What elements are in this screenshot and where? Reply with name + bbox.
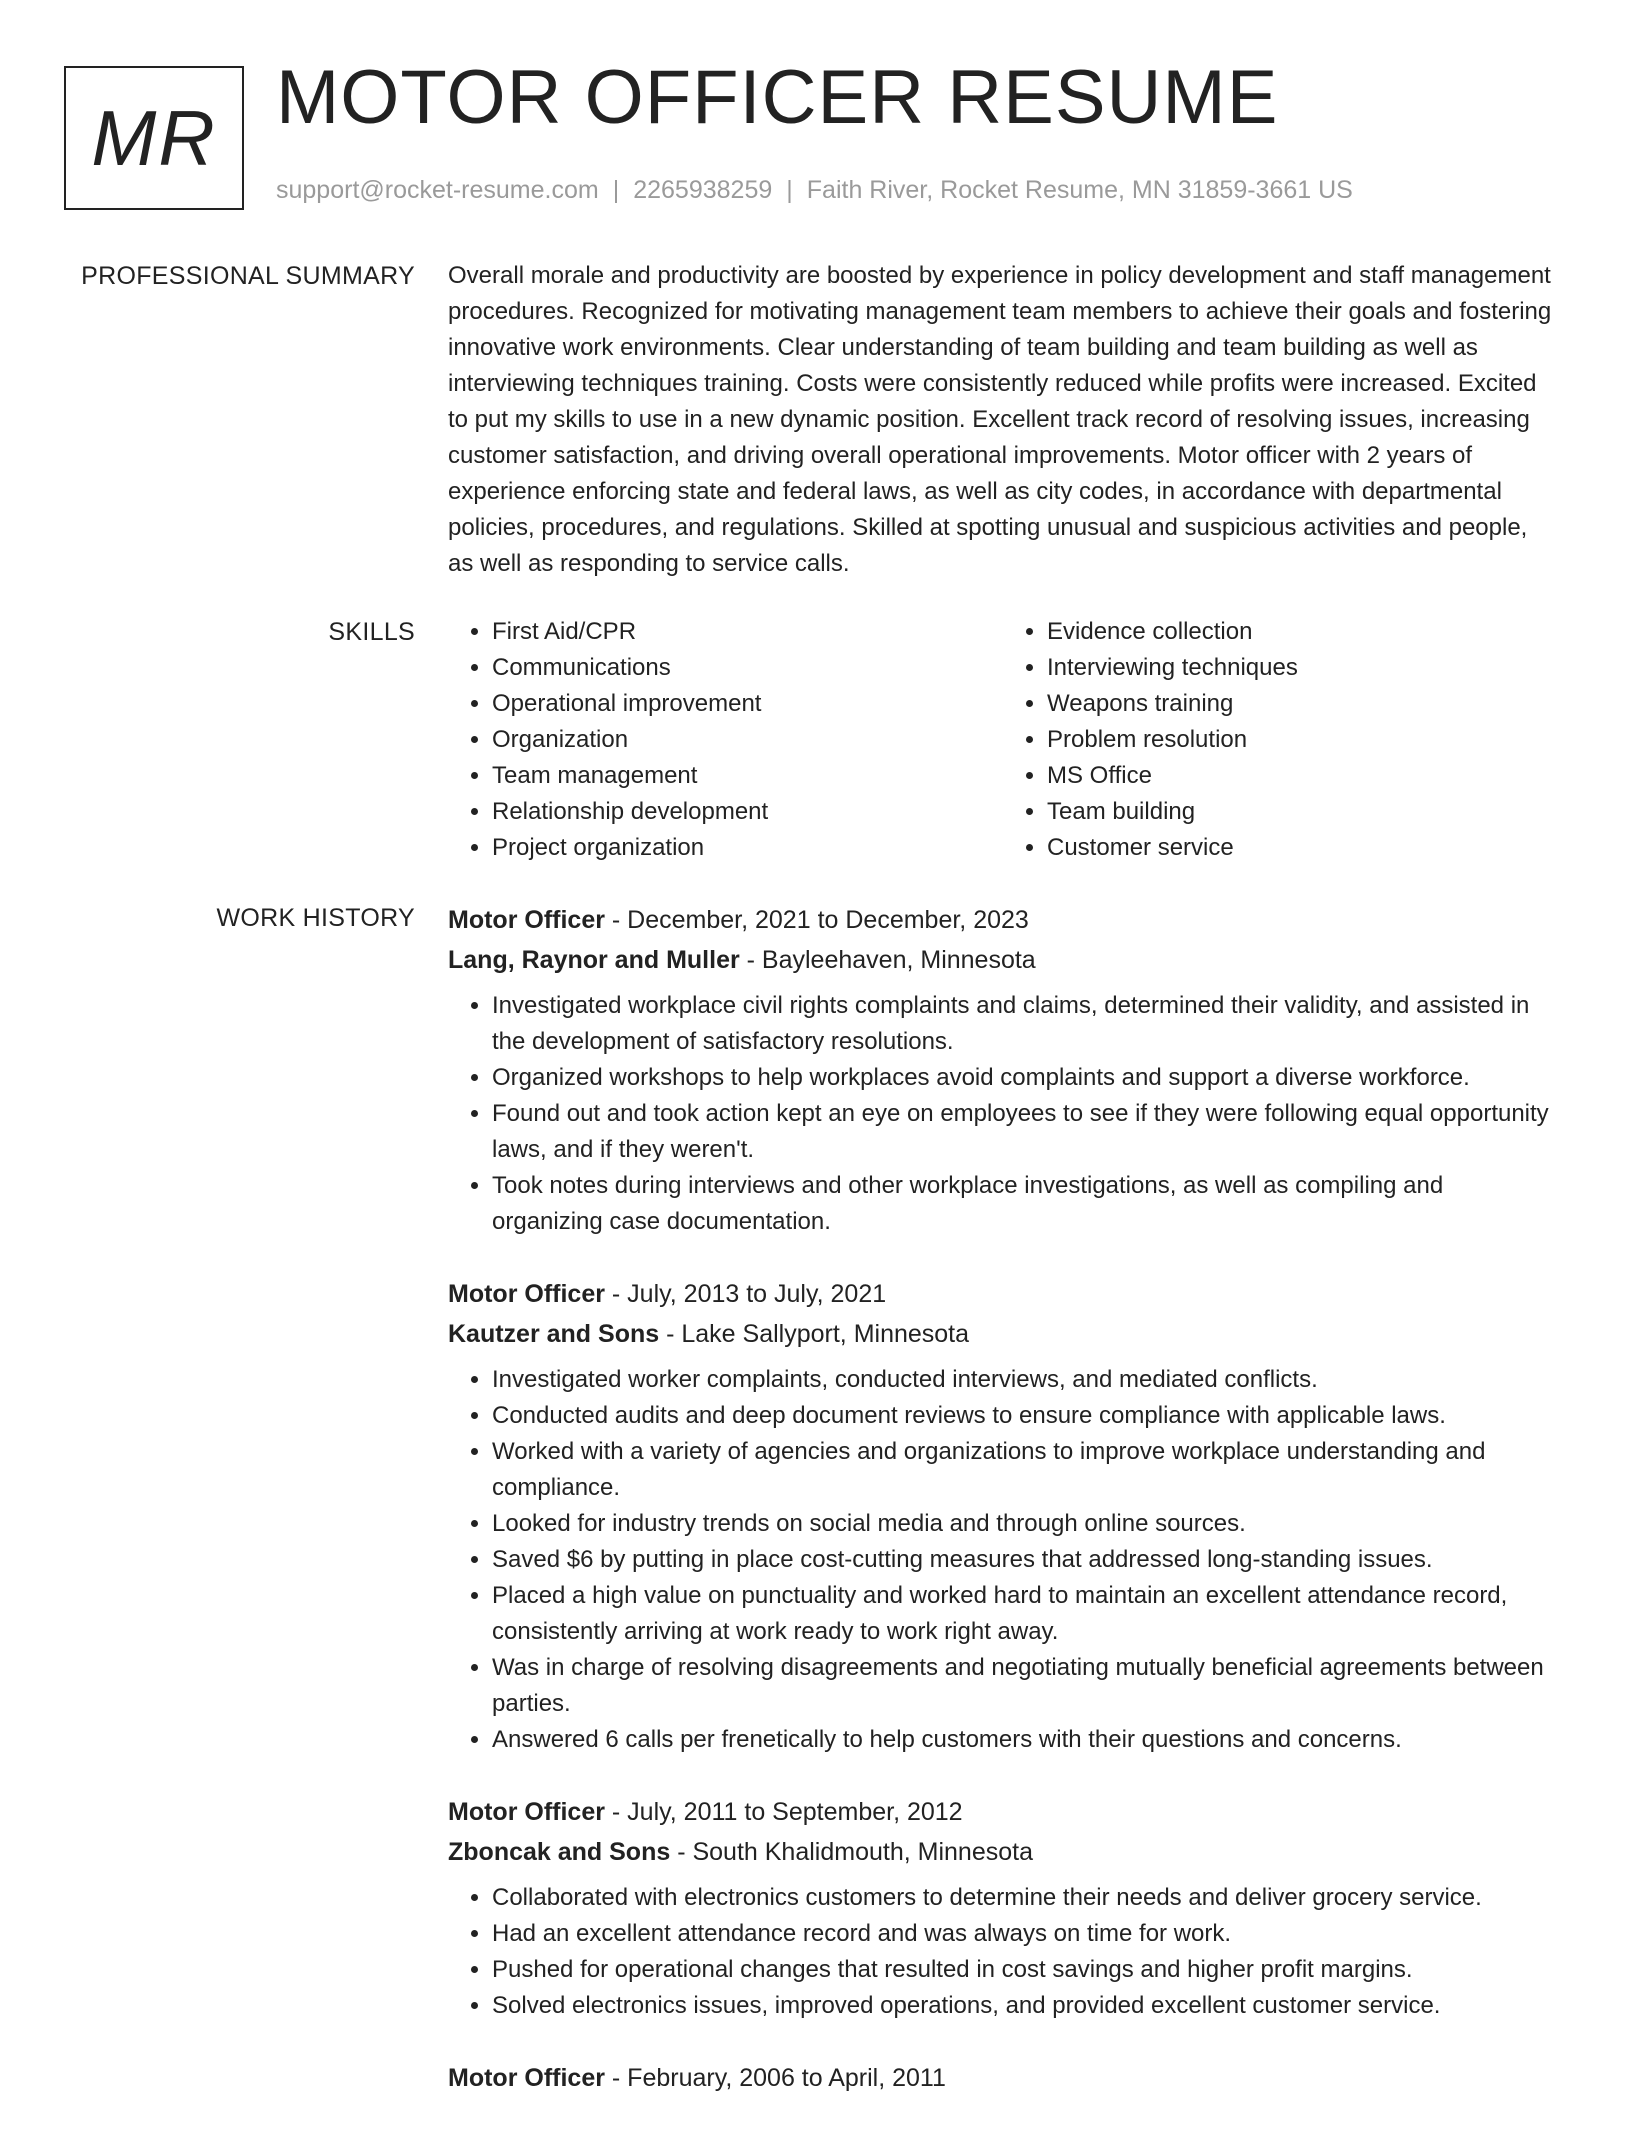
job-title-line bbox=[448, 2058, 1558, 2098]
job-company: Lang, Raynor and Muller bbox=[448, 946, 740, 974]
contact-email[interactable]: support@rocket-resume.com bbox=[276, 176, 599, 204]
job-dates: - July, 2011 to September, 2012 bbox=[604, 1798, 963, 1826]
job-bullet: • Collaborated with electronics customers to determine their needs and deliver grocery service. bbox=[492, 1880, 1558, 1916]
job-bullet: • Answered 6 calls per frenetically to help customers with their questions and concerns. bbox=[492, 1722, 1558, 1758]
job-company: Kautzer and Sons bbox=[448, 1320, 660, 1348]
job-title: Motor Officer bbox=[448, 1798, 605, 1826]
skills-section bbox=[448, 614, 1558, 866]
job-bullets bbox=[448, 988, 1558, 1240]
monogram-logo: MR bbox=[64, 66, 244, 210]
job-location: - Lake Sallyport, Minnesota bbox=[659, 1320, 970, 1348]
skill-item: • Project organization bbox=[492, 830, 1003, 866]
job-bullet: • Worked with a variety of agencies and organizations to improve workplace understanding and compliance. bbox=[492, 1434, 1558, 1506]
job-entry bbox=[448, 900, 1558, 1240]
contact-separator: | bbox=[612, 176, 620, 204]
skill-item: • Team building bbox=[1047, 794, 1558, 830]
job-title-line bbox=[448, 900, 1558, 940]
skill-item: • First Aid/CPR bbox=[492, 614, 1003, 650]
work-history-section bbox=[448, 900, 1558, 2132]
job-dates: - December, 2021 to December, 2023 bbox=[604, 906, 1029, 934]
skill-item: • Evidence collection bbox=[1047, 614, 1558, 650]
skill-item: • Weapons training bbox=[1047, 686, 1558, 722]
job-entry bbox=[448, 1274, 1558, 1758]
skills-list-right bbox=[1003, 614, 1558, 866]
summary-text: Overall morale and productivity are boosted by experience in policy development and staff management procedures. Recognized for motivating management team members to achieve their goals and fostering innovative work environments. Clear understanding of team building and team building as well as interviewing techniques training. Costs were consistently reduced while profits were increased. Excited to put my skills to use in a new dynamic position. Excellent track record of resolving issues, increasing customer satisfaction, and driving overall operational improvements. Motor officer with 2 years of experience enforcing state and federal laws, as well as city codes, in accordance with departmental policies, procedures, and regulations. Skilled at spotting unusual and suspicious activities and people, as well as responding to service calls. bbox=[448, 262, 1552, 577]
work-history-heading: WORK HISTORY bbox=[216, 904, 415, 932]
job-bullet: • Took notes during interviews and other workplace investigations, as well as compiling and organizing case documentation. bbox=[492, 1168, 1558, 1240]
job-entry bbox=[448, 2058, 1558, 2098]
contact-separator: | bbox=[786, 176, 793, 204]
summary-heading: PROFESSIONAL SUMMARY bbox=[81, 262, 415, 290]
job-bullet: • Conducted audits and deep document reviews to ensure compliance with applicable laws. bbox=[492, 1398, 1558, 1434]
job-entry bbox=[448, 1792, 1558, 2024]
job-bullet: • Saved $6 by putting in place cost-cutting measures that addressed long-standing issues. bbox=[492, 1542, 1558, 1578]
skills-list-left bbox=[448, 614, 1003, 866]
job-company: Zboncak and Sons bbox=[448, 1838, 671, 1866]
skill-item: • Customer service bbox=[1047, 830, 1558, 866]
job-location: - South Khalidmouth, Minnesota bbox=[670, 1838, 1033, 1866]
skill-item: • MS Office bbox=[1047, 758, 1558, 794]
skill-item: • Problem resolution bbox=[1047, 722, 1558, 758]
contact-address: Faith River, Rocket Resume, MN 31859-3661 US bbox=[806, 176, 1353, 204]
resume-title: MOTOR OFFICER RESUME bbox=[276, 55, 1279, 140]
job-bullet: • Investigated workplace civil rights complaints and claims, determined their validity, and assisted in the development of satisfactory resolutions. bbox=[492, 988, 1558, 1060]
job-company-line bbox=[448, 940, 1558, 980]
job-bullet: • Organized workshops to help workplaces avoid complaints and support a diverse workforce. bbox=[492, 1060, 1558, 1096]
contact-phone[interactable]: 2265938259 bbox=[633, 176, 773, 204]
job-bullet: • Pushed for operational changes that resulted in cost savings and higher profit margins. bbox=[492, 1952, 1558, 1988]
skills-heading: SKILLS bbox=[328, 618, 415, 646]
skill-item: • Operational improvement bbox=[492, 686, 1003, 722]
job-bullets bbox=[448, 1880, 1558, 2024]
job-title: Motor Officer bbox=[448, 2064, 605, 2092]
job-company-line bbox=[448, 1832, 1558, 1872]
job-title: Motor Officer bbox=[448, 906, 605, 934]
job-title-line bbox=[448, 1274, 1558, 1314]
job-location: - Bayleehaven, Minnesota bbox=[739, 946, 1036, 974]
contact-line bbox=[276, 176, 1353, 205]
job-bullet: • Solved electronics issues, improved operations, and provided excellent customer service. bbox=[492, 1988, 1558, 2024]
job-bullet: • Looked for industry trends on social media and through online sources. bbox=[492, 1506, 1558, 1542]
job-bullet: • Investigated worker complaints, conducted interviews, and mediated conflicts. bbox=[492, 1362, 1558, 1398]
skill-item: • Relationship development bbox=[492, 794, 1003, 830]
job-bullet: • Was in charge of resolving disagreements and negotiating mutually beneficial agreements between parties. bbox=[492, 1650, 1558, 1722]
skill-item: • Team management bbox=[492, 758, 1003, 794]
skill-item: • Organization bbox=[492, 722, 1003, 758]
job-title-line bbox=[448, 1792, 1558, 1832]
job-bullet: • Placed a high value on punctuality and worked hard to maintain an excellent attendance record, consistently arriving at work ready to work right away. bbox=[492, 1578, 1558, 1650]
job-bullets bbox=[448, 1362, 1558, 1758]
skill-item: • Interviewing techniques bbox=[1047, 650, 1558, 686]
job-dates: - July, 2013 to July, 2021 bbox=[604, 1280, 887, 1308]
job-dates: - February, 2006 to April, 2011 bbox=[604, 2064, 946, 2092]
job-title: Motor Officer bbox=[448, 1280, 605, 1308]
job-bullet: • Had an excellent attendance record and was always on time for work. bbox=[492, 1916, 1558, 1952]
job-company-line bbox=[448, 1314, 1558, 1354]
job-bullet: • Found out and took action kept an eye on employees to see if they were following equal opportunity laws, and if they weren't. bbox=[492, 1096, 1558, 1168]
skill-item: • Communications bbox=[492, 650, 1003, 686]
